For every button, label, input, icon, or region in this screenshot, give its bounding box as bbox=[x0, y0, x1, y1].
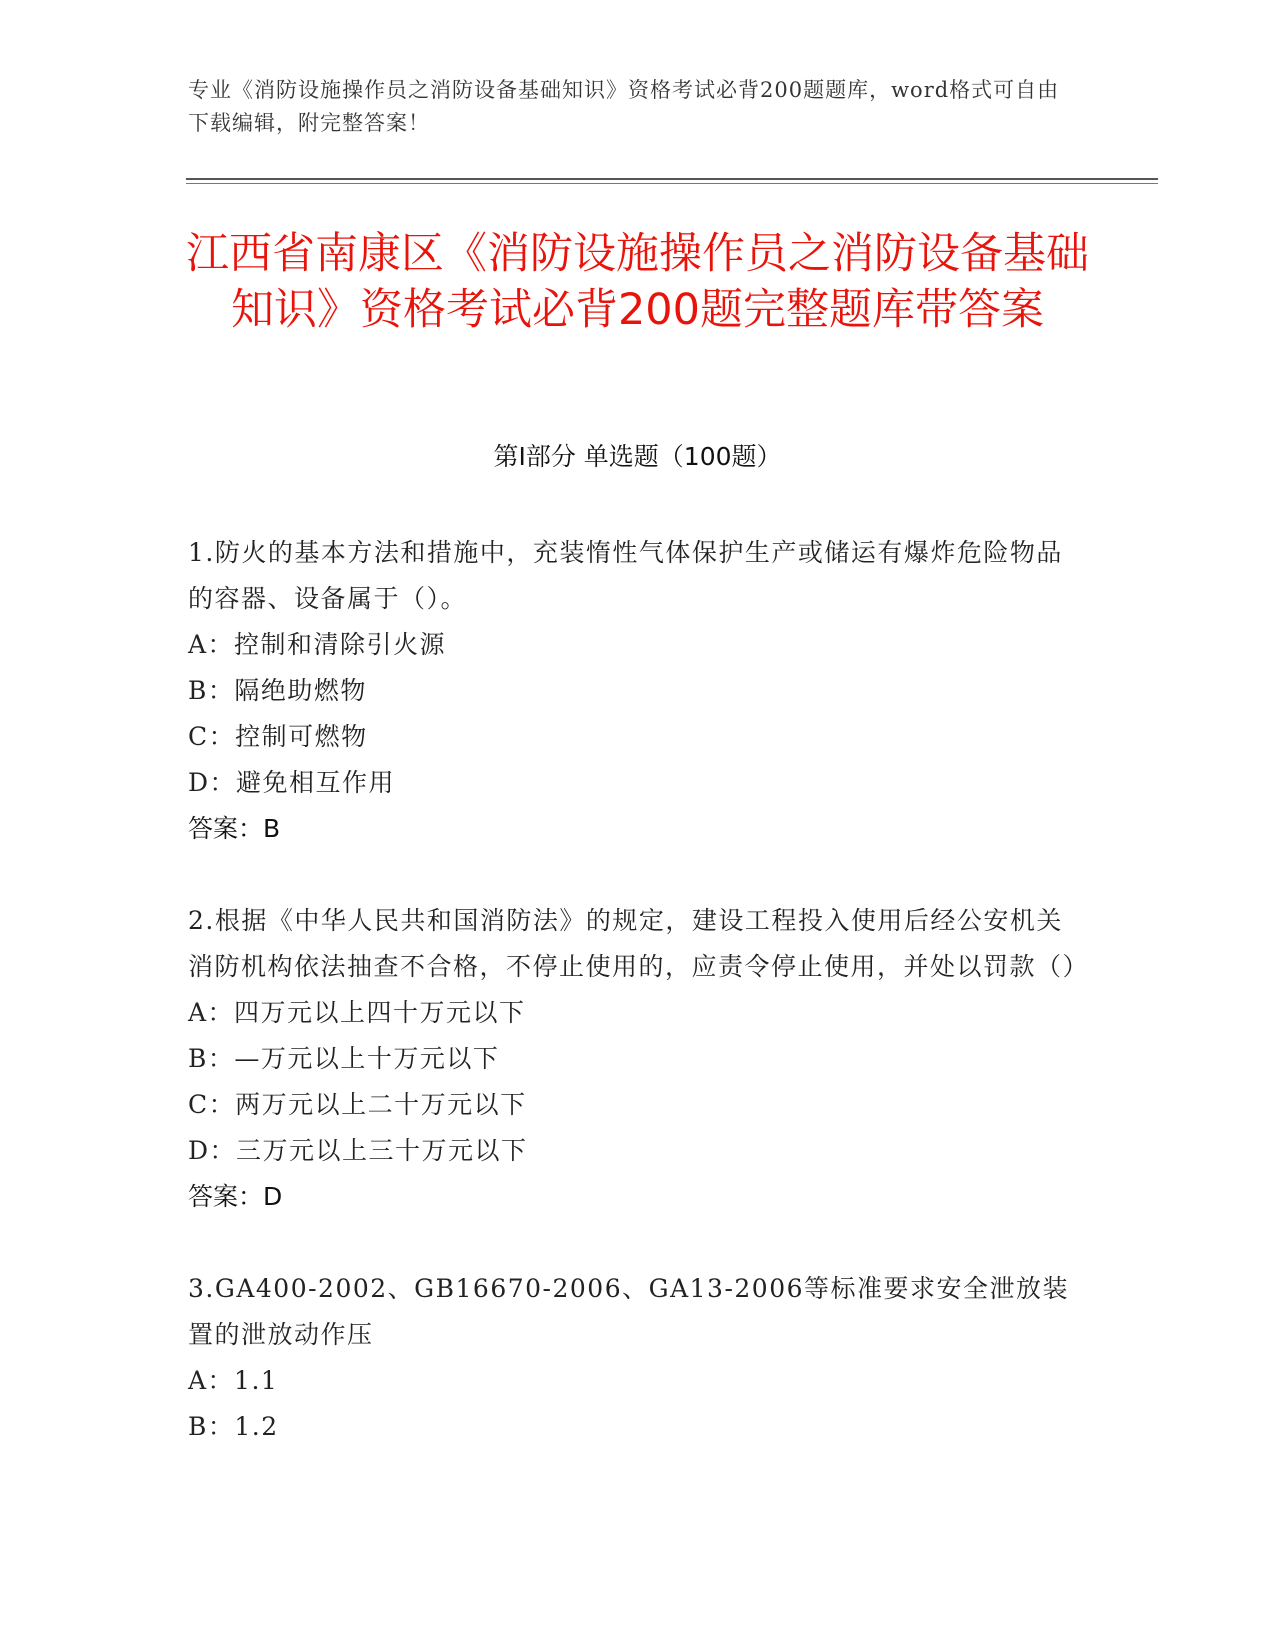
option-a: A：1.1 bbox=[188, 1366, 279, 1395]
option-d: D：避免相互作用 bbox=[188, 768, 396, 797]
question-1 bbox=[188, 530, 1083, 852]
option-c: C：两万元以上二十万元以下 bbox=[188, 1090, 527, 1119]
option-a: A：四万元以上四十万元以下 bbox=[188, 998, 526, 1027]
header-note: 专业《消防设施操作员之消防设备基础知识》资格考试必背200题题库，word格式可自由下载编辑，附完整答案！ bbox=[188, 78, 1060, 135]
question-stem: 3.GA400-2002、GB16670-2006、GA13-2006等标准要求安全泄放装置的泄放动作压 bbox=[188, 1274, 1070, 1349]
answer-line: 答案：B bbox=[188, 814, 281, 843]
option-b: B：隔绝助燃物 bbox=[188, 676, 367, 705]
header-divider-thin bbox=[186, 183, 1158, 184]
option-d: D：三万元以上三十万元以下 bbox=[188, 1136, 528, 1165]
question-stem: 2.根据《中华人民共和国消防法》的规定，建设工程投入使用后经公安机关消防机构依法抽查不合格，不停止使用的，应责令停止使用，并处以罚款（） bbox=[188, 906, 1090, 981]
question-2 bbox=[188, 898, 1090, 1220]
option-b: B：1.2 bbox=[188, 1412, 279, 1441]
question-list bbox=[188, 530, 1090, 1496]
option-b: B：—万元以上十万元以下 bbox=[188, 1044, 500, 1073]
document-title: 江西省南康区《消防设施操作员之消防设备基础知识》资格考试必背200题完整题库带答案 bbox=[186, 229, 1089, 335]
answer-line: 答案：D bbox=[188, 1182, 283, 1211]
header-divider-thick bbox=[186, 178, 1158, 180]
question-3 bbox=[188, 1266, 1083, 1450]
option-c: C：控制可燃物 bbox=[188, 722, 368, 751]
question-stem: 1.防火的基本方法和措施中，充装惰性气体保护生产或储运有爆炸危险物品的容器、设备属于（）。 bbox=[188, 538, 1063, 613]
option-a: A：控制和清除引火源 bbox=[188, 630, 447, 659]
section-heading: 第I部分 单选题（100题） bbox=[493, 442, 782, 471]
